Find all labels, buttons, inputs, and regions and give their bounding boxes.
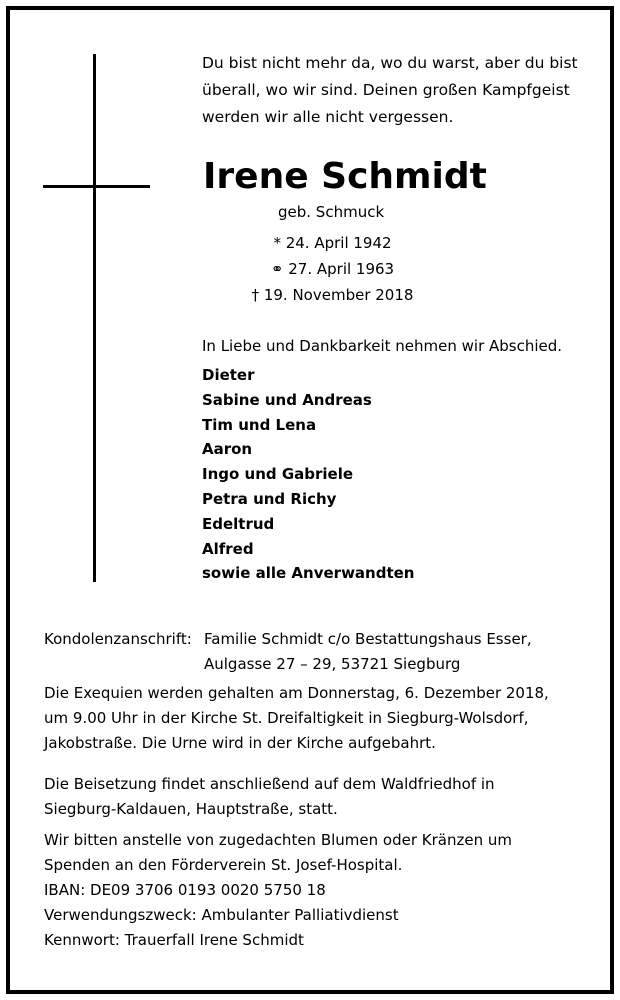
mourner-name: Edeltrud xyxy=(202,514,275,533)
life-dates xyxy=(250,230,415,308)
birth-date: * 24. April 1942 xyxy=(273,234,392,252)
mourner-name: Tim und Lena xyxy=(202,415,317,434)
paragraph-line: um 9.00 Uhr in der Kirche St. Dreifaltigkeit in Siegburg-Wolsdorf, xyxy=(44,709,529,727)
paragraph-line: Siegburg-Kaldauen, Hauptstraße, statt. xyxy=(44,800,338,818)
paragraph-line: Die Beisetzung findet anschließend auf dem Waldfriedhof in xyxy=(44,775,495,793)
cross-horizontal-bar xyxy=(43,185,150,188)
paragraph-line: Spenden an den Förderverein St. Josef-Hospital. xyxy=(44,856,403,874)
exequies-paragraph xyxy=(44,681,549,756)
mourner-name: Petra und Richy xyxy=(202,489,337,508)
quote-line: Du bist nicht mehr da, wo du warst, aber du bist xyxy=(202,54,578,72)
cross-vertical-bar xyxy=(93,54,96,582)
mourner-name: Dieter xyxy=(202,366,255,384)
address-line: Familie Schmidt c/o Bestattungshaus Esser, xyxy=(204,630,532,648)
address-line: Aulgasse 27 – 29, 53721 Siegburg xyxy=(204,655,461,673)
mourners-list xyxy=(202,363,414,586)
quote-line: werden wir alle nicht vergessen. xyxy=(202,108,454,126)
farewell-line: In Liebe und Dankbarkeit nehmen wir Abschied. xyxy=(202,337,563,355)
marriage-date: ⚭ 27. April 1963 xyxy=(270,260,395,278)
quote-line: überall, wo wir sind. Deinen großen Kampfgeist xyxy=(202,81,570,99)
memorial-quote xyxy=(202,50,578,131)
mourner-name: Sabine und Andreas xyxy=(202,390,372,409)
mourner-name: sowie alle Anverwandten xyxy=(202,564,415,583)
iban-line: IBAN: DE09 3706 0193 0020 5750 18 xyxy=(44,881,326,899)
burial-paragraph xyxy=(44,772,495,822)
condolence-address xyxy=(204,627,532,677)
mourner-name: Aaron xyxy=(202,440,253,459)
death-date: † 19. November 2018 xyxy=(251,286,414,304)
deceased-name: Irene Schmidt xyxy=(203,156,487,197)
purpose-line: Verwendungszweck: Ambulanter Palliativdienst xyxy=(44,906,399,924)
paragraph-line: Die Exequien werden gehalten am Donnerstag, 6. Dezember 2018, xyxy=(44,684,549,702)
condolence-label: Kondolenzanschrift: xyxy=(44,630,192,648)
maiden-name: geb. Schmuck xyxy=(278,203,385,221)
mourner-name: Ingo und Gabriele xyxy=(202,465,354,484)
mourner-name: Alfred xyxy=(202,539,254,558)
donation-paragraph xyxy=(44,828,512,953)
paragraph-line: Wir bitten anstelle von zugedachten Blumen oder Kränzen um xyxy=(44,831,512,849)
keyword-line: Kennwort: Trauerfall Irene Schmidt xyxy=(44,931,304,949)
paragraph-line: Jakobstraße. Die Urne wird in der Kirche aufgebahrt. xyxy=(44,734,436,752)
